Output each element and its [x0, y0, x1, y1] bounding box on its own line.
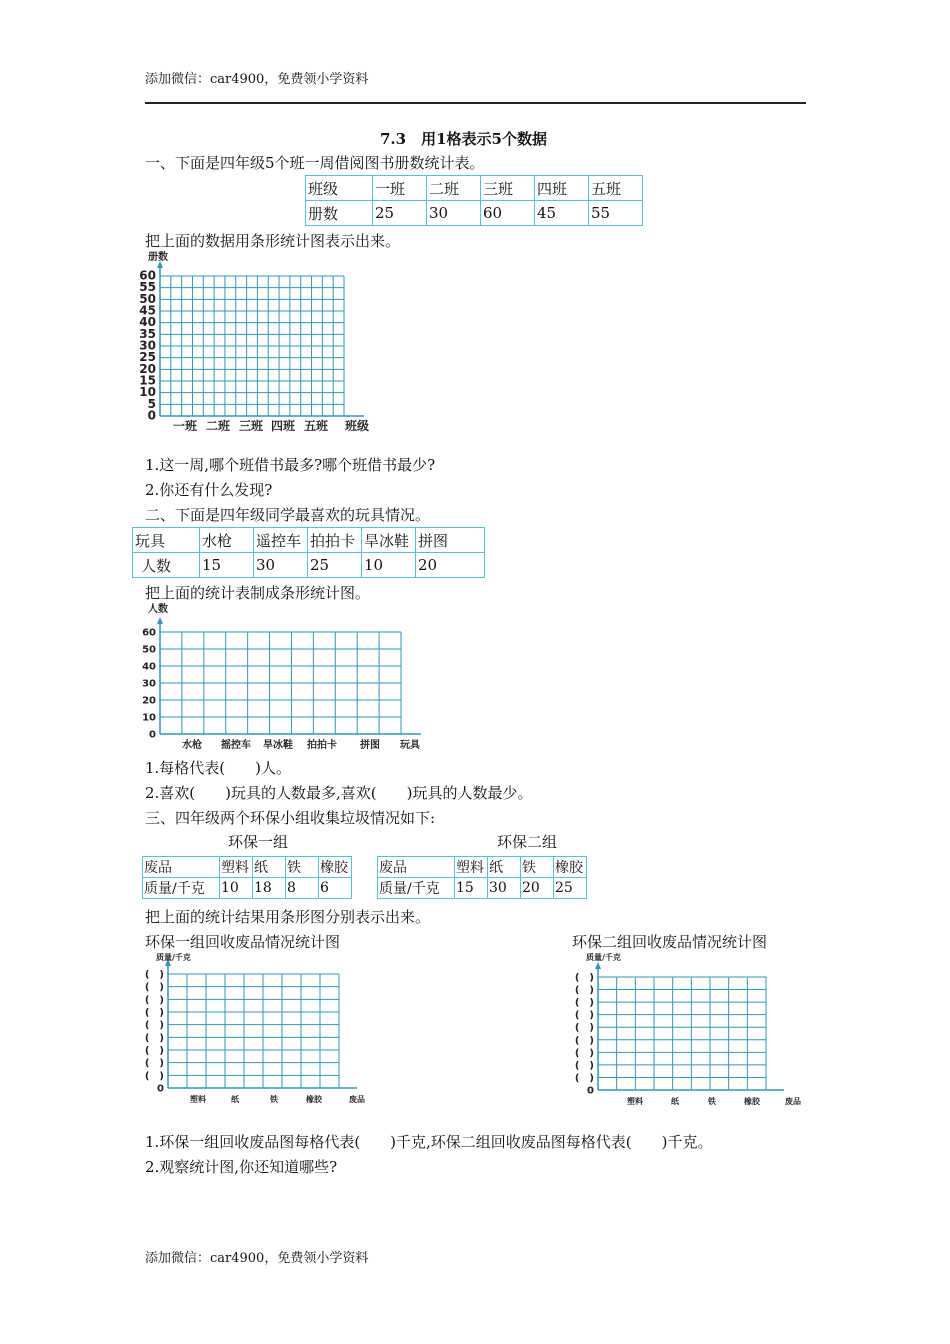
table-row — [133, 528, 485, 553]
y-axis-title: 人数 — [148, 604, 168, 615]
y-tick-label: ( ) — [144, 1020, 164, 1032]
y-tick-label: ( ) — [144, 1058, 164, 1070]
table-cell: 橡胶 — [554, 857, 587, 878]
y-tick-label: 5 — [147, 396, 156, 411]
y-tick-label: 60 — [142, 627, 156, 639]
table-cell: 班级 — [306, 176, 373, 201]
table-cell: 拍拍卡 — [308, 528, 362, 553]
table-cell: 二班 — [427, 176, 481, 201]
table-cell: 橡胶 — [319, 857, 352, 878]
y-tick-label: ( ) — [574, 1072, 594, 1084]
table-row — [306, 201, 643, 226]
y-tick-label: 40 — [139, 315, 156, 330]
s3-heading: 三、四年级两个环保小组收集垃圾情况如下: — [145, 809, 436, 827]
table-cell: 25 — [308, 553, 362, 578]
y-axis-title: 册数 — [148, 252, 168, 263]
chart-4-group-2 — [565, 952, 810, 1108]
table-cell: 30 — [254, 553, 308, 578]
table-cell: 55 — [589, 201, 643, 226]
x-category-label: 二班 — [205, 419, 231, 433]
chart-1-books — [135, 248, 385, 438]
y-tick-label: ( ) — [574, 997, 594, 1009]
y-tick-label: ( ) — [574, 1060, 594, 1072]
x-category-label: 橡胶 — [306, 1095, 322, 1104]
y-tick-label: ( ) — [144, 1045, 164, 1057]
y-axis-arrow-icon — [595, 962, 601, 969]
x-category-label: 四班 — [270, 419, 296, 433]
y-tick-label: 40 — [142, 661, 156, 673]
s1-question-1: 1.这一周,哪个班借书最多?哪个班借书最少? — [145, 456, 436, 474]
s2-heading: 二、下面是四年级同学最喜欢的玩具情况。 — [145, 506, 431, 524]
x-category-label: 三班 — [238, 419, 264, 433]
y-tick-label: 55 — [139, 280, 156, 295]
table-cell: 质量/千克 — [143, 878, 220, 899]
y-tick-label: ( ) — [574, 1010, 594, 1022]
x-category-label: 拍拍卡 — [307, 740, 337, 751]
x-category-label: 橡胶 — [744, 1097, 760, 1106]
table-cell: 10 — [362, 553, 416, 578]
y-tick-label: 50 — [142, 644, 156, 656]
page-title: 7.3 用1格表示5个数据 — [380, 130, 547, 148]
y-tick-label: 0 — [147, 408, 156, 423]
group-2-title: 环保二组 — [497, 833, 558, 851]
group-1-title: 环保一组 — [228, 833, 289, 851]
y-tick-label: 45 — [139, 303, 156, 318]
table-cell: 五班 — [589, 176, 643, 201]
table-cell: 废品 — [143, 857, 220, 878]
y-tick-label: ( ) — [574, 972, 594, 984]
s2-instruction: 把上面的统计表制成条形统计图。 — [145, 584, 371, 602]
table-cell: 6 — [319, 878, 352, 899]
y-tick-label: 20 — [142, 695, 156, 707]
y-tick-label: 30 — [139, 338, 156, 353]
s2-question-2: 2.喜欢( )玩具的人数最多,喜欢( )玩具的人数最少。 — [145, 784, 533, 802]
table-cell: 三班 — [481, 176, 535, 201]
s3-question-2: 2.观察统计图,你还知道哪些? — [145, 1158, 338, 1176]
table-row — [143, 857, 352, 878]
x-category-label: 铁 — [708, 1097, 716, 1106]
s2-question-1: 1.每格代表( )人。 — [145, 759, 292, 777]
table-cell: 塑料 — [455, 857, 488, 878]
y-tick-label: 0 — [149, 729, 156, 741]
x-category-label: 摇控车 — [221, 740, 251, 751]
table-cell: 废品 — [378, 857, 455, 878]
table-row — [133, 553, 485, 578]
table-cell: 水枪 — [200, 528, 254, 553]
chart-2-toys — [135, 598, 435, 753]
table-cell: 60 — [481, 201, 535, 226]
table-cell: 塑料 — [220, 857, 253, 878]
table-cell: 20 — [416, 553, 485, 578]
table-cell: 拼图 — [416, 528, 485, 553]
table-row — [306, 176, 643, 201]
y-tick-label: 35 — [139, 326, 156, 341]
y-tick-label: 30 — [142, 678, 156, 690]
x-category-label: 一班 — [172, 419, 198, 433]
table-cell: 册数 — [306, 201, 373, 226]
table-row — [378, 878, 587, 899]
s3-question-1: 1.环保一组回收废品图每格代表( )千克,环保二组回收废品图每格代表( )千克。 — [145, 1133, 713, 1151]
s3-instruction: 把上面的统计结果用条形图分别表示出来。 — [145, 908, 431, 926]
table-cell: 25 — [373, 201, 427, 226]
y-tick-label: 25 — [139, 350, 156, 365]
page-header: 添加微信：car4900，免费领小学资料 — [145, 72, 369, 87]
table-cell: 15 — [200, 553, 254, 578]
x-category-label: 塑料 — [190, 1095, 206, 1104]
y-axis-title: 质量/千克 — [156, 953, 191, 962]
y-tick-label: ( ) — [574, 1022, 594, 1034]
table-row — [143, 878, 352, 899]
x-axis-title: 废品 — [349, 1095, 365, 1104]
x-category-label: 纸 — [671, 1097, 679, 1106]
y-axis-arrow-icon — [157, 617, 163, 624]
table-cell: 10 — [220, 878, 253, 899]
table-cell: 纸 — [488, 857, 521, 878]
x-category-label: 水枪 — [182, 740, 202, 751]
x-category-label: 五班 — [303, 419, 329, 433]
s2-table — [132, 527, 485, 578]
table-cell: 一班 — [373, 176, 427, 201]
y-tick-label: 10 — [142, 712, 156, 724]
y-tick-label: 20 — [139, 361, 156, 376]
table-cell: 45 — [535, 201, 589, 226]
y-tick-label: ( ) — [144, 1007, 164, 1019]
y-tick-label: ( ) — [574, 985, 594, 997]
y-tick-label: 10 — [139, 385, 156, 400]
header-rule — [145, 102, 806, 104]
y-tick-label: 60 — [139, 268, 156, 283]
table-cell: 铁 — [521, 857, 554, 878]
y-axis-title: 质量/千克 — [586, 953, 621, 962]
table-cell: 纸 — [253, 857, 286, 878]
table-cell: 人数 — [133, 553, 200, 578]
table-cell: 质量/千克 — [378, 878, 455, 899]
table-cell: 20 — [521, 878, 554, 899]
y-tick-label: 0 — [587, 1085, 594, 1097]
x-axis-title: 班级 — [344, 419, 370, 433]
x-axis-title: 废品 — [785, 1097, 801, 1106]
x-category-label: 铁 — [270, 1095, 278, 1104]
s3-table-group-1 — [142, 856, 352, 899]
y-tick-label: ( ) — [144, 994, 164, 1006]
y-tick-label: 0 — [157, 1083, 164, 1095]
table-cell: 30 — [488, 878, 521, 899]
table-cell: 8 — [286, 878, 319, 899]
s1-question-2: 2.你还有什么发现? — [145, 481, 273, 499]
y-tick-label: ( ) — [144, 1070, 164, 1082]
table-cell: 25 — [554, 878, 587, 899]
s1-instruction: 把上面的数据用条形统计图表示出来。 — [145, 232, 401, 250]
chart-4-title: 环保二组回收废品情况统计图 — [572, 933, 768, 951]
table-cell: 四班 — [535, 176, 589, 201]
chart-3-title: 环保一组回收废品情况统计图 — [145, 933, 341, 951]
x-category-label: 纸 — [231, 1095, 239, 1104]
table-cell: 15 — [455, 878, 488, 899]
y-tick-label: 15 — [139, 373, 156, 388]
y-tick-label: ( ) — [574, 1035, 594, 1047]
table-cell: 18 — [253, 878, 286, 899]
table-cell: 30 — [427, 201, 481, 226]
s1-heading: 一、下面是四年级5个班一周借阅图书册数统计表。 — [145, 154, 485, 172]
y-tick-label: ( ) — [144, 982, 164, 994]
y-tick-label: 50 — [139, 291, 156, 306]
y-tick-label: ( ) — [144, 1032, 164, 1044]
y-tick-label: ( ) — [144, 969, 164, 981]
table-cell: 遥控车 — [254, 528, 308, 553]
y-tick-label: ( ) — [574, 1047, 594, 1059]
table-cell: 铁 — [286, 857, 319, 878]
s1-table — [305, 175, 643, 226]
chart-3-group-1 — [135, 948, 375, 1106]
x-category-label: 塑料 — [627, 1097, 643, 1106]
table-cell: 旱冰鞋 — [362, 528, 416, 553]
table-cell: 玩具 — [133, 528, 200, 553]
page-footer: 添加微信：car4900，免费领小学资料 — [145, 1251, 369, 1266]
x-category-label: 旱冰鞋 — [263, 740, 293, 751]
x-category-label: 拼图 — [360, 740, 380, 751]
s3-table-group-2 — [377, 856, 587, 899]
x-axis-title: 玩具 — [400, 740, 420, 751]
table-row — [378, 857, 587, 878]
